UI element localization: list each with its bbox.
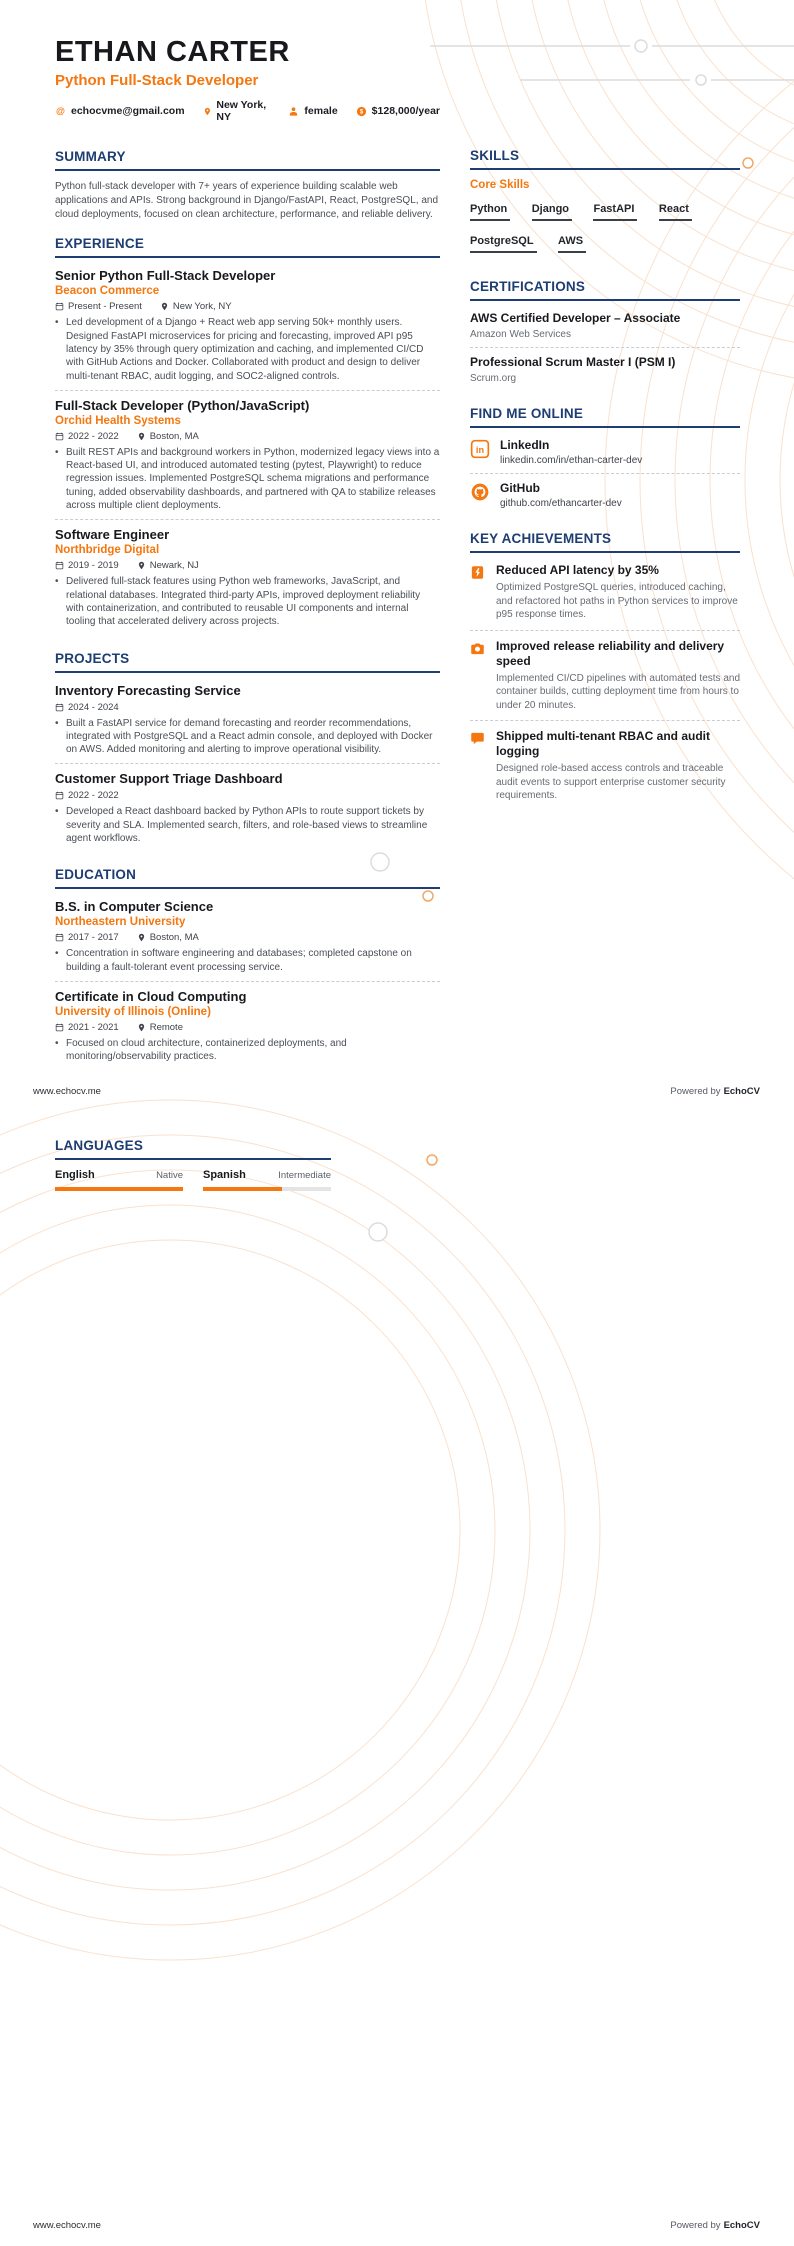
contact-salary	[356, 105, 440, 117]
achievement-entry	[470, 562, 740, 630]
achievement-desc: Designed role-based access controls and traceable audit events to support enterprise customer security requirements.	[496, 763, 726, 801]
project-dates-value: 2024 - 2024	[68, 701, 119, 713]
online-profile	[470, 473, 740, 516]
bullet-marker	[55, 805, 66, 845]
resume-content	[55, 36, 740, 1086]
certification-org: Scrum.org	[470, 373, 517, 384]
skill-item: Django	[532, 204, 572, 221]
document-bolt-icon	[470, 563, 486, 582]
section-certifications	[470, 279, 740, 391]
github-icon	[470, 481, 490, 502]
section-education	[55, 867, 440, 1070]
candidate-title: Python Full-Stack Developer	[55, 72, 259, 89]
at-icon	[55, 106, 66, 117]
section-key-achievements	[470, 531, 740, 811]
contact-gender	[288, 105, 337, 117]
calendar-icon	[55, 432, 64, 441]
online-profile-url[interactable]: linkedin.com/in/ethan-carter-dev	[500, 455, 643, 466]
powered-by-prefix: Powered by	[670, 2220, 721, 2231]
online-profile-url[interactable]: github.com/ethancarter-dev	[500, 498, 622, 509]
summary-heading: SUMMARY	[55, 149, 440, 171]
section-summary	[55, 149, 440, 221]
job-title: Senior Python Full-Stack Developer	[55, 268, 276, 284]
school-name: Northeastern University	[55, 916, 186, 929]
find-me-online-heading: FIND ME ONLINE	[470, 406, 740, 428]
footer-site-link[interactable]: www.echocv.me	[33, 1086, 101, 1097]
calendar-icon	[55, 302, 64, 311]
online-profile-name: LinkedIn	[500, 438, 550, 452]
bullet-marker	[55, 717, 66, 757]
company-name: Orchid Health Systems	[55, 414, 181, 427]
candidate-name: ETHAN CARTER	[55, 36, 290, 68]
contact-salary-value: $128,000/year	[371, 105, 440, 117]
pin-icon	[137, 1023, 146, 1032]
job-location-value: Boston, MA	[149, 430, 199, 442]
project-entry	[55, 763, 440, 852]
pin-icon	[203, 106, 212, 117]
online-profile-name: GitHub	[500, 481, 540, 495]
calendar-icon	[55, 933, 64, 942]
right-column	[470, 36, 740, 1086]
education-heading: EDUCATION	[55, 867, 440, 889]
job-dates	[55, 301, 142, 312]
job-bullet-text: Delivered full-stack features using Python web frameworks, JavaScript, and relational databases. Integrated third-party APIs, improved deployment reliability with containerization, and contributed to reusable UI components and internal tooling that accelerated delivery across projects.	[66, 576, 421, 628]
degree-title: Certificate in Cloud Computing	[55, 988, 247, 1004]
job-dates-value: Present - Present	[68, 301, 142, 313]
online-profile-info	[500, 481, 622, 509]
school-name: University of Illinois (Online)	[55, 1005, 211, 1018]
left-column	[55, 36, 440, 1086]
section-projects	[55, 651, 440, 853]
project-dates	[55, 790, 119, 801]
skill-item: PostgreSQL	[470, 236, 537, 253]
job-bullet-text: Built REST APIs and background workers in Python, modernized legacy views into a React-based UI, and introduced automated testing (pytest, Playwright) to reduce regression issues. Implemented PostgreSQL schema migrations and performance tuning, added observability dashboards, and partnered with QA to stabilize releases across multiple client deployments.	[66, 446, 440, 512]
camera-icon	[470, 639, 486, 658]
project-dates	[55, 702, 119, 713]
skills-list	[470, 200, 740, 264]
contact-email	[55, 105, 185, 117]
experience-heading: EXPERIENCE	[55, 236, 440, 258]
language-proficiency-fill	[55, 1187, 183, 1191]
summary-text: Python full-stack developer with 7+ years of experience building scalable web applications and APIs. Strong background in Django/FastAPI, React, PostgreSQL, and cloud deployments, focused on clean architecture, performance, and reliable delivery.	[55, 181, 439, 220]
degree-title: B.S. in Computer Science	[55, 899, 214, 915]
education-bullet	[55, 1037, 440, 1064]
language-proficiency-bar	[55, 1187, 183, 1191]
language-level: Native	[156, 1170, 183, 1181]
project-entry	[55, 682, 440, 764]
skill-item: Python	[470, 204, 510, 221]
projects-heading: PROJECTS	[55, 651, 440, 673]
bullet-marker	[55, 446, 66, 512]
job-title: Full-Stack Developer (Python/JavaScript)	[55, 397, 310, 413]
page-footer	[33, 1086, 760, 1097]
language-entry	[55, 1169, 183, 1191]
job-bullet	[55, 316, 440, 382]
certification-entry	[470, 347, 740, 391]
company-name: Northbridge Digital	[55, 544, 160, 557]
pin-icon	[160, 302, 169, 311]
certification-entry	[470, 310, 740, 347]
bullet-marker	[55, 575, 66, 628]
achievement-title: Shipped multi-tenant RBAC and audit logging	[496, 729, 710, 758]
experience-entry	[55, 519, 440, 635]
project-meta	[55, 790, 440, 801]
education-bullet-text: Concentration in software engineering and databases; completed capstone on building a fault-tolerant event processing service.	[66, 948, 412, 973]
language-name: Spanish	[203, 1169, 246, 1181]
job-location-value: New York, NY	[172, 301, 232, 313]
skill-item: FastAPI	[593, 204, 637, 221]
education-location-value: Boston, MA	[149, 932, 199, 944]
powered-by-brand: EchoCV	[723, 1086, 760, 1097]
achievement-entry	[470, 720, 740, 811]
education-dates-value: 2021 - 2021	[68, 1021, 119, 1033]
education-bullet	[55, 947, 440, 974]
achievement-desc: Optimized PostgreSQL queries, introduced caching, and refactored hot paths in Python services to improve p95 response times.	[496, 582, 738, 620]
job-bullet	[55, 446, 440, 512]
calendar-icon	[55, 1023, 64, 1032]
chat-bubble-icon	[470, 729, 486, 748]
linkedin-icon	[470, 438, 490, 459]
contact-row	[55, 99, 440, 123]
project-bullet	[55, 717, 440, 757]
calendar-icon	[55, 703, 64, 712]
pin-icon	[137, 933, 146, 942]
online-profile	[470, 437, 740, 473]
section-find-me-online	[470, 406, 740, 516]
job-meta	[55, 560, 440, 571]
bullet-marker	[55, 947, 66, 974]
job-dates	[55, 431, 119, 442]
skills-heading: SKILLS	[470, 148, 740, 170]
project-bullet-text: Developed a React dashboard backed by Python APIs to route support tickets by severity and SLA. Implemented search, filters, and role-based views to streamline agent workflows.	[66, 806, 428, 845]
page-footer	[33, 2220, 760, 2231]
certification-name: Professional Scrum Master I (PSM I)	[470, 355, 676, 369]
powered-by	[670, 2220, 760, 2231]
footer-site-link[interactable]: www.echocv.me	[33, 2220, 101, 2231]
language-proficiency-bar	[203, 1187, 331, 1191]
powered-by-brand: EchoCV	[723, 2220, 760, 2231]
bullet-marker	[55, 316, 66, 382]
education-dates	[55, 1022, 119, 1033]
contact-location	[203, 99, 271, 123]
language-proficiency-fill	[203, 1187, 282, 1191]
language-entry	[203, 1169, 331, 1191]
project-title: Inventory Forecasting Service	[55, 682, 241, 698]
achievement-title: Reduced API latency by 35%	[496, 563, 659, 577]
project-bullet	[55, 805, 440, 845]
education-location-value: Remote	[149, 1021, 183, 1033]
skill-item: React	[659, 204, 692, 221]
job-location	[137, 560, 199, 571]
company-name: Beacon Commerce	[55, 285, 160, 298]
contact-location-value: New York, NY	[216, 99, 267, 123]
education-dates-value: 2017 - 2017	[68, 932, 119, 944]
section-experience	[55, 236, 440, 635]
education-location	[137, 1022, 183, 1033]
person-icon	[288, 106, 299, 117]
job-dates-value: 2022 - 2022	[68, 430, 119, 442]
project-dates-value: 2022 - 2022	[68, 790, 119, 802]
achievement-info	[496, 639, 740, 713]
job-location	[137, 431, 199, 442]
education-entry	[55, 898, 440, 981]
skills-group-label: Core Skills	[470, 179, 530, 191]
powered-by-prefix: Powered by	[670, 1086, 721, 1097]
language-level: Intermediate	[278, 1170, 331, 1181]
section-languages	[55, 1138, 331, 1191]
online-profile-info	[500, 438, 642, 466]
language-name: English	[55, 1169, 95, 1181]
experience-entry	[55, 390, 440, 519]
dollar-icon	[356, 106, 367, 117]
job-title: Software Engineer	[55, 527, 170, 543]
job-meta	[55, 431, 440, 442]
calendar-icon	[55, 561, 64, 570]
education-meta	[55, 1022, 440, 1033]
key-achievements-heading: KEY ACHIEVEMENTS	[470, 531, 740, 553]
job-location	[160, 301, 232, 312]
certifications-heading: CERTIFICATIONS	[470, 279, 740, 301]
certification-name: AWS Certified Developer – Associate	[470, 311, 681, 325]
achievement-info	[496, 729, 740, 803]
skill-item: AWS	[558, 236, 586, 253]
pin-icon	[137, 561, 146, 570]
pin-icon	[137, 432, 146, 441]
achievement-desc: Implemented CI/CD pipelines with automated tests and container builds, cutting deployment time from hours to under 20 minutes.	[496, 672, 741, 711]
calendar-icon	[55, 791, 64, 800]
languages-heading: LANGUAGES	[55, 1138, 331, 1160]
education-dates	[55, 932, 119, 943]
resume-header	[55, 36, 440, 123]
project-meta	[55, 702, 440, 713]
job-meta	[55, 301, 440, 312]
achievement-entry	[470, 630, 740, 721]
contact-email-value[interactable]: echocvme@gmail.com	[71, 105, 185, 117]
job-dates-value: 2019 - 2019	[68, 560, 119, 572]
education-entry	[55, 981, 440, 1071]
languages-row	[55, 1169, 331, 1191]
contact-gender-value: female	[304, 105, 338, 117]
powered-by	[670, 1086, 760, 1097]
education-location	[137, 932, 199, 943]
job-bullet-text: Led development of a Django + React web app serving 50k+ monthly users. Designed FastAPI microservices for pricing and forecasting, improved API p95 latency by 35% through query optimization and caching, and implemented CI/CD with GitHub Actions and Docker. Collaborated with product and design to deliver multi-tenant RBAC, audit logging, and SOC2-aligned controls.	[66, 317, 424, 382]
experience-entry	[55, 267, 440, 389]
section-skills	[470, 148, 740, 264]
certification-org: Amazon Web Services	[470, 329, 571, 340]
job-dates	[55, 560, 119, 571]
education-bullet-text: Focused on cloud architecture, containerized deployments, and monitoring/observability practices.	[66, 1037, 347, 1063]
project-bullet-text: Built a FastAPI service for demand forecasting and reorder recommendations, integrated with PostgreSQL and a React admin console, and deployed with Docker on AWS. Added monitoring and alerting to improve operational visibility.	[66, 717, 433, 756]
bullet-marker	[55, 1037, 66, 1064]
job-location-value: Newark, NJ	[149, 560, 199, 572]
education-meta	[55, 932, 440, 943]
achievement-info	[496, 563, 740, 622]
achievement-title: Improved release reliability and delivery speed	[496, 638, 725, 668]
job-bullet	[55, 575, 440, 628]
project-title: Customer Support Triage Dashboard	[55, 771, 283, 787]
